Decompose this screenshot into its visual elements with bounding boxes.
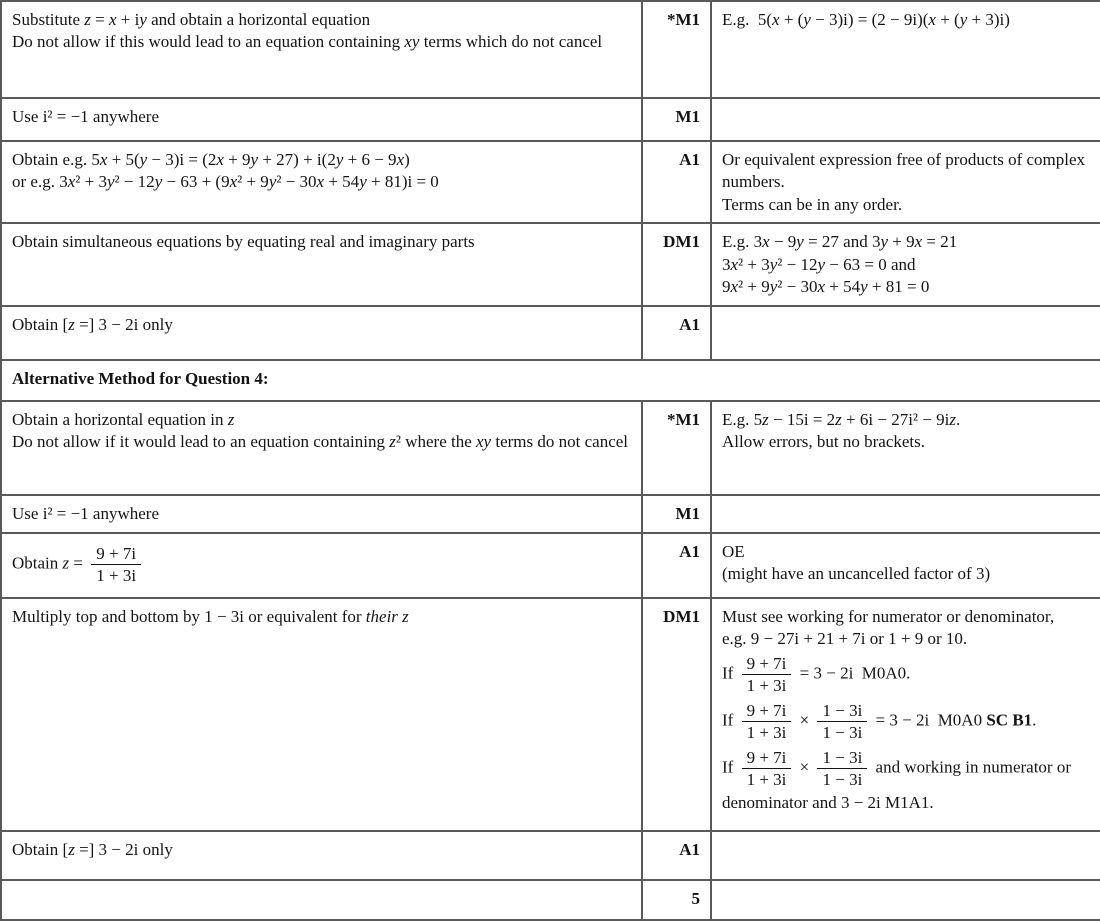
guidance-cell: E.g. 5z − 15i = 2z + 6i − 27i² − 9iz. Allow errors, but no brackets. (711, 401, 1100, 495)
table-row (1, 1, 1100, 98)
table-row (1, 533, 1100, 598)
guidance-cell (711, 306, 1100, 360)
answer-cell: Obtain [z =] 3 − 2i only (1, 306, 642, 360)
table-row (1, 495, 1100, 533)
mark-cell: A1 (642, 533, 711, 598)
mark-cell: M1 (642, 495, 711, 533)
guidance-cell: E.g. 5(x + (y − 3)i) = (2 − 9i)(x + (y + 3)i) (711, 1, 1100, 98)
alternative-method-header-row (1, 360, 1100, 401)
answer-cell: Obtain simultaneous equations by equating real and imaginary parts (1, 223, 642, 305)
answer-cell: Obtain [z =] 3 − 2i only (1, 831, 642, 880)
guidance-cell: E.g. 3x − 9y = 27 and 3y + 9x = 21 3x² + 3y² − 12y − 63 = 0 and 9x² + 9y² − 30x + 54y + 81 = 0 (711, 223, 1100, 305)
table-row (1, 401, 1100, 495)
table-row (1, 831, 1100, 880)
answer-cell: Substitute z = x + iy and obtain a horizontal equation Do not allow if this would lead to an equation containing xy terms which do not cancel (1, 1, 642, 98)
answer-cell: Obtain a horizontal equation in z Do not allow if it would lead to an equation containing z² where the xy terms do not cancel (1, 401, 642, 495)
mark-cell: DM1 (642, 598, 711, 831)
mark-cell: *M1 (642, 401, 711, 495)
answer-cell: Use i² = −1 anywhere (1, 495, 642, 533)
answer-cell: Use i² = −1 anywhere (1, 98, 642, 141)
mark-cell: M1 (642, 98, 711, 141)
total-marks-cell: 5 (642, 880, 711, 920)
mark-cell: A1 (642, 831, 711, 880)
answer-cell: Multiply top and bottom by 1 − 3i or equivalent for their z (1, 598, 642, 831)
section-header-cell: Alternative Method for Question 4: (1, 360, 1100, 401)
mark-cell: A1 (642, 306, 711, 360)
table-row (1, 141, 1100, 223)
table-row (1, 598, 1100, 831)
mark-cell: DM1 (642, 223, 711, 305)
table-row (1, 98, 1100, 141)
guidance-cell (711, 831, 1100, 880)
guidance-cell: Must see working for numerator or denominator, e.g. 9 − 27i + 21 + 7i or 1 + 9 or 10. If $\frac{9 + 7i}{1 + 3i}$ = 3 − 2i M0A0. If $\frac{9 + 7i}{1 + 3i}$ × $\frac{1 - 3i}{1 - 3i}$ = 3 − 2i M0A0 SC B1. If $\frac{9 + 7i}{1 + 3i}$ × $\frac{1 - 3i}{1 - 3i}$ and working in numerator or denominator and 3 − 2i M1A1. (711, 598, 1100, 831)
answer-cell: Obtain z = $\frac{9 + 7i}{1 + 3i}$ (1, 533, 642, 598)
guidance-cell (711, 98, 1100, 141)
answer-cell: Obtain e.g. 5x + 5(y − 3)i = (2x + 9y + 27) + i(2y + 6 − 9x) or e.g. 3x² + 3y² − 12y − 63 + (9x² + 9y² − 30x + 54y + 81)i = 0 (1, 141, 642, 223)
guidance-cell: OE (might have an uncancelled factor of 3) (711, 533, 1100, 598)
mark-cell: A1 (642, 141, 711, 223)
table-row (1, 306, 1100, 360)
table-row (1, 223, 1100, 305)
guidance-cell: Or equivalent expression free of products of complex numbers. Terms can be in any order. (711, 141, 1100, 223)
mark-cell: *M1 (642, 1, 711, 98)
guidance-cell (711, 495, 1100, 533)
